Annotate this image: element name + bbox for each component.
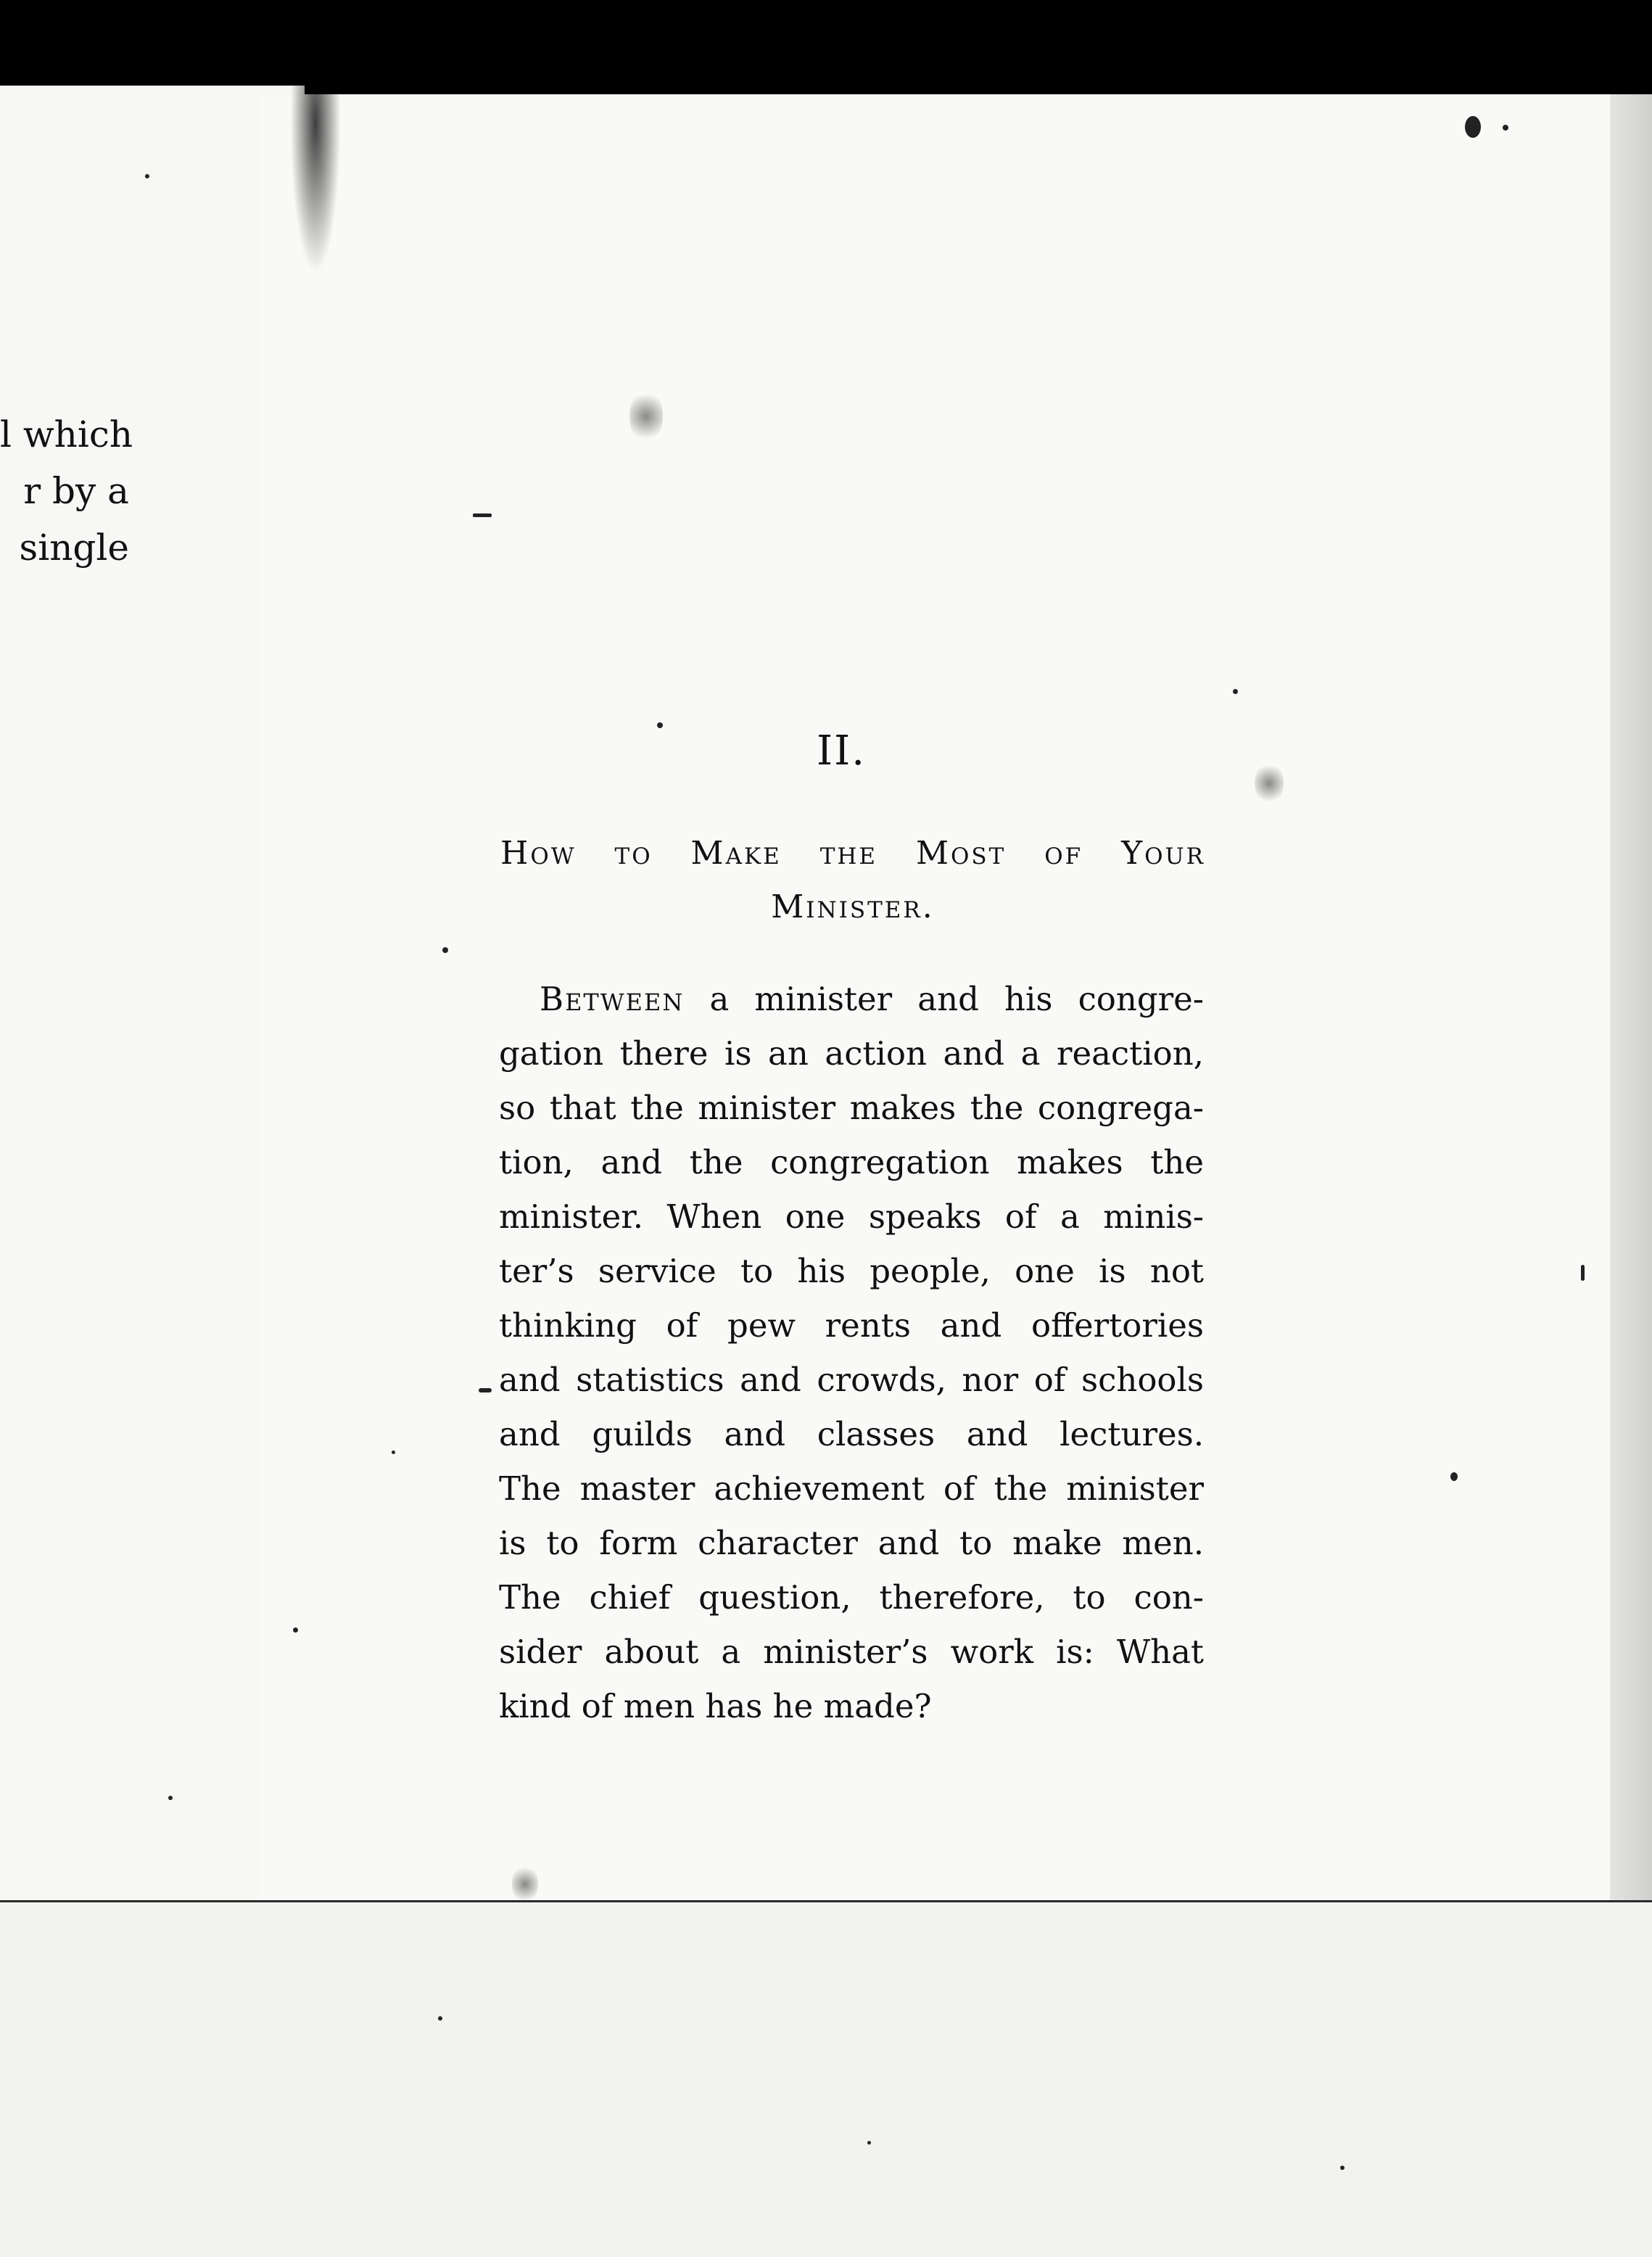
lower-sheet	[0, 1902, 1652, 2257]
scan-speck	[293, 1627, 298, 1633]
scan-speck	[392, 1451, 395, 1454]
paragraph-line: The master achievement of the minister	[499, 1469, 1204, 1508]
paragraph-line: thinking of pew rents and offertories	[499, 1306, 1204, 1345]
paragraph-line: gation there is an action and a reaction,	[499, 1034, 1204, 1073]
paragraph-line: minister. When one speaks of a minis-	[499, 1197, 1204, 1236]
body-paragraph	[499, 972, 1204, 1733]
paragraph-line: is to form character and to make men.	[499, 1524, 1204, 1562]
left-page-text-fragment	[0, 406, 133, 576]
chapter-number: II.	[816, 727, 867, 775]
fragment-line: r by a	[23, 470, 129, 512]
scan-speck	[1581, 1265, 1585, 1281]
lead-word: Between	[540, 980, 685, 1018]
scan-speck	[1503, 125, 1508, 131]
gutter-shadow	[290, 86, 341, 274]
scan-speck	[1450, 1472, 1458, 1481]
fold-line	[0, 1900, 1652, 1902]
chapter-title-line: How to Make the Most of Your	[500, 835, 1205, 872]
scan-speck	[1465, 116, 1481, 138]
scan-speck	[438, 2016, 442, 2021]
scan-speck	[1233, 689, 1238, 694]
paragraph-line: ter’s service to his people, one is not	[499, 1252, 1204, 1290]
fragment-line: single	[19, 527, 129, 569]
scan-speck	[145, 174, 149, 178]
paragraph-line: and statistics and crowds, nor of schools	[499, 1361, 1204, 1399]
chapter-title-line: Minister.	[771, 888, 935, 925]
scan-speck	[867, 2141, 871, 2145]
scan-speck	[657, 722, 663, 728]
paragraph-line: and guilds and classes and lectures.	[499, 1415, 1204, 1453]
scan-speck	[168, 1796, 173, 1800]
scan-smudge	[1255, 762, 1284, 805]
scan-smudge	[629, 389, 663, 444]
scan-speck	[1340, 2166, 1345, 2170]
scan-speck	[473, 513, 492, 517]
paragraph-line	[499, 972, 1204, 1026]
paragraph-line: The chief question, therefore, to con-	[499, 1578, 1204, 1617]
chapter-title	[500, 827, 1205, 934]
fragment-line: l which	[0, 413, 133, 455]
paragraph-line: kind of men has he made?	[499, 1687, 932, 1725]
scan-smudge	[512, 1864, 538, 1905]
scan-speck	[442, 947, 448, 953]
paragraph-line: tion, and the congregation makes the	[499, 1143, 1204, 1181]
scan-speck	[479, 1388, 492, 1392]
paragraph-line-text: a minister and his congre-	[684, 980, 1204, 1018]
paragraph-line: so that the minister makes the congrega-	[499, 1089, 1204, 1127]
paragraph-line: sider about a minister’s work is: What	[499, 1633, 1204, 1671]
